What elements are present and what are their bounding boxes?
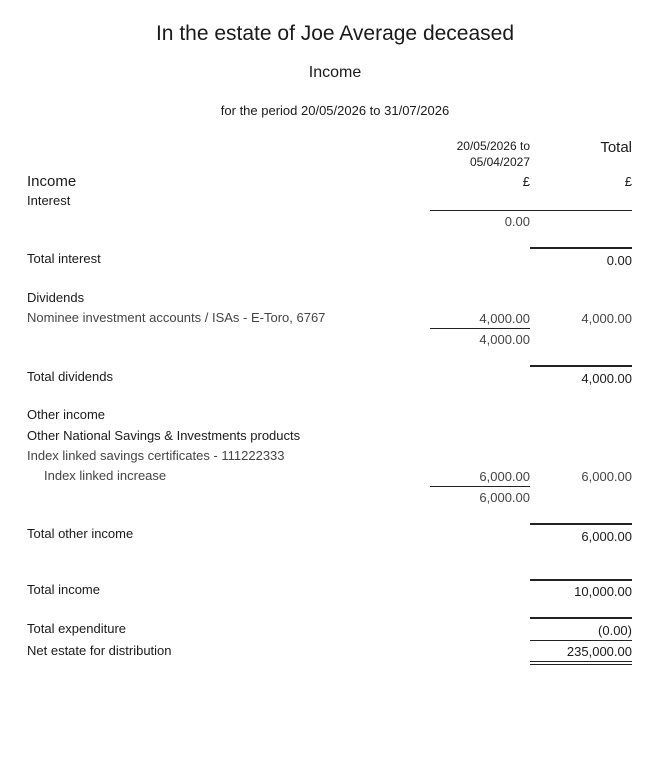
- total-interest-label: Total interest: [27, 251, 101, 266]
- period-column-currency: £: [522, 174, 530, 189]
- interest-subtotal: 0.00: [504, 214, 530, 229]
- other-income-item-period: 6,000.00: [479, 469, 530, 484]
- net-estate-rule: [530, 640, 632, 641]
- interest-heading: Interest: [27, 193, 71, 208]
- net-estate-value: 235,000.00: [566, 644, 632, 659]
- total-column-header: Total: [600, 139, 632, 156]
- total-interest-value: 0.00: [606, 253, 632, 268]
- statement-title: In the estate of Joe Average deceased: [155, 22, 515, 45]
- other-income-sub-item-label: Index linked increase: [44, 468, 167, 483]
- dividends-subtotal: 4,000.00: [479, 332, 530, 347]
- other-income-subtotal: 6,000.00: [479, 490, 530, 505]
- total-other-income-value: 6,000.00: [581, 529, 632, 544]
- other-income-subheading: Other National Savings & Investments products: [27, 428, 301, 443]
- statement-subtitle: Income: [308, 64, 362, 81]
- dividends-subtotal-rule: [430, 328, 530, 329]
- other-income-heading: Other income: [27, 407, 106, 422]
- interest-total-rule: [530, 247, 632, 249]
- header-rule: [430, 210, 632, 211]
- other-income-item-label: Index linked savings certificates - 111222333: [27, 448, 285, 463]
- dividends-item-period: 4,000.00: [479, 311, 530, 326]
- dividends-total-rule: [530, 365, 632, 367]
- statement-period: for the period 20/05/2026 to 31/07/2026: [220, 103, 450, 118]
- total-expenditure-value: (0.00): [598, 623, 632, 638]
- net-estate-label: Net estate for distribution: [27, 643, 172, 658]
- other-income-total-rule: [530, 523, 632, 525]
- total-column-currency: £: [624, 174, 632, 189]
- period-column-header-line2: 05/04/2027: [469, 155, 530, 169]
- expenditure-rule: [530, 617, 632, 619]
- net-estate-double-rule-bottom: [530, 664, 632, 665]
- total-income-value: 10,000.00: [574, 584, 632, 599]
- period-column-header-line1: 20/05/2026 to: [456, 139, 530, 153]
- income-heading: Income: [27, 173, 77, 190]
- total-dividends-value: 4,000.00: [581, 371, 632, 386]
- dividends-item-total: 4,000.00: [581, 311, 632, 326]
- total-expenditure-label: Total expenditure: [27, 621, 127, 636]
- net-estate-double-rule-top: [530, 661, 632, 662]
- dividends-heading: Dividends: [27, 290, 85, 305]
- total-income-label: Total income: [27, 582, 100, 597]
- total-dividends-label: Total dividends: [27, 369, 113, 384]
- other-income-item-total: 6,000.00: [581, 469, 632, 484]
- other-income-subtotal-rule: [430, 486, 530, 487]
- dividends-item-label: Nominee investment accounts / ISAs - E-Toro, 6767: [27, 310, 326, 325]
- total-other-income-label: Total other income: [27, 526, 134, 541]
- total-income-rule: [530, 579, 632, 581]
